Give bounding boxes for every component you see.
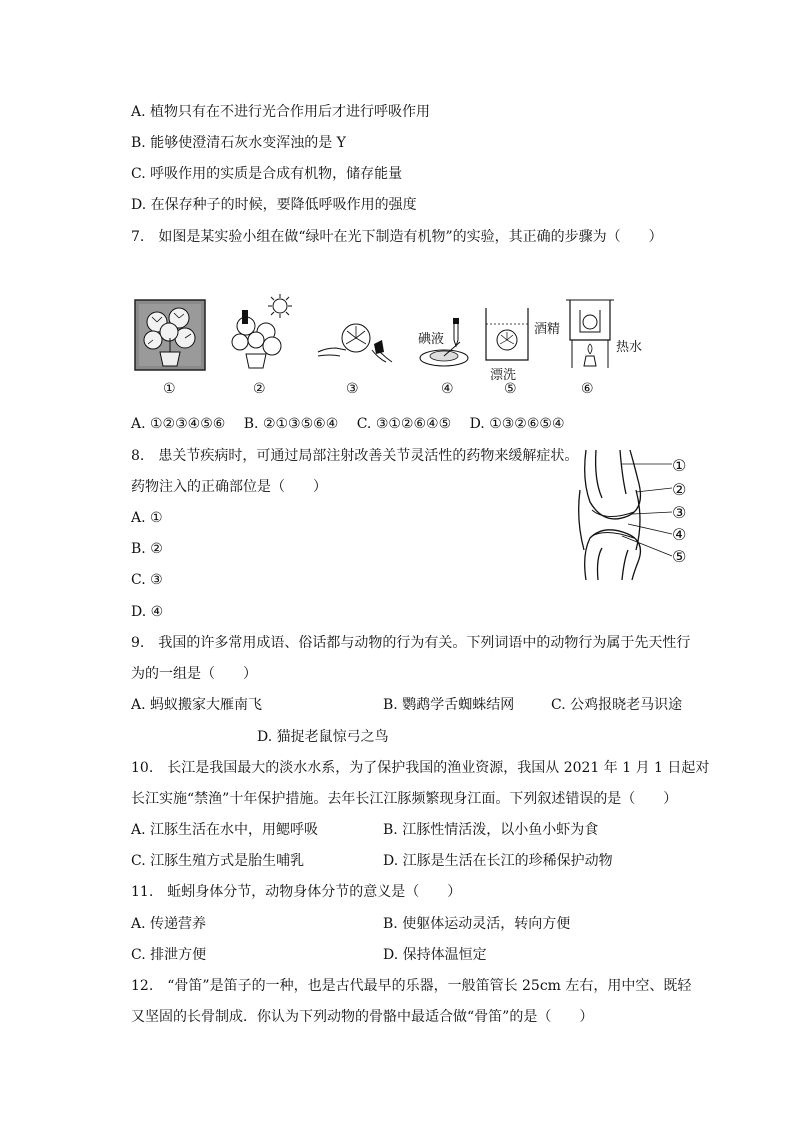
q8-option-c: C. ③ (131, 572, 163, 588)
q10-option-b: B. 江豚性情活泼，以小鱼小虾为食 (383, 822, 599, 838)
sun-icon (268, 294, 292, 318)
q9-stem-line1: 9. 我国的许多常用成语、俗话都与动物的行为有关。下列词语中的动物行为属于先天性行 (131, 635, 691, 651)
q7-hotwater-label: 热水 (616, 340, 643, 355)
q7-iodine-label: 碘液 (418, 332, 445, 347)
q11-option-d: D. 保持体温恒定 (383, 947, 487, 963)
q8-option-b: B. ② (131, 541, 163, 557)
q11-option-c: C. 排泄方便 (131, 947, 207, 963)
q8-figure-label-3: ③ (672, 503, 687, 522)
q7-rinse-label: 漂洗 (490, 368, 517, 383)
q9-option-c: C. 公鸡报晓老马识途 (551, 697, 683, 713)
q10-option-c: C. 江豚生殖方式是胎生哺乳 (131, 853, 305, 869)
q7-stem: 7. 如图是某实验小组在做“绿叶在光下制造有机物”的实验，其正确的步骤为（ ） (131, 229, 663, 245)
q7-step2-sun-plant-image (226, 292, 298, 370)
q12-stem-line1: 12. “骨笛”是笛子的一种，也是古代最早的乐器，一般笛管长 25cm 左右，用中空、既轻 (131, 978, 692, 994)
q7-step6-alcohol-bath-image (566, 296, 614, 368)
q9-option-a: A. 蚂蚁搬家大雁南飞 (131, 697, 263, 713)
q10-stem-line1: 10. 长江是我国最大的淡水水系，为了保护我国的渔业资源，我国从 2021 年 1 月 1 日起对 (131, 760, 710, 776)
q11-stem: 11. 蚯蚓身体分节，动物身体分节的意义是（ ） (131, 884, 462, 900)
q7-figure-label-5: ⑤ (504, 381, 517, 397)
q8-figure-label-1: ① (672, 456, 687, 475)
q7-step1-dark-plant-image (135, 300, 205, 370)
q6-option-b: B. 能够使澄清石灰水变浑浊的是 Y (131, 135, 346, 151)
q8-figure-label-5: ⑤ (672, 547, 687, 566)
q12-stem-line2: 又坚固的长骨制成．你认为下列动物的骨骼中最适合做“骨笛”的是（ ） (131, 1009, 594, 1025)
q7-figure-label-3: ③ (346, 381, 359, 397)
q9-option-d: D. 猫捉老鼠惊弓之鸟 (257, 729, 389, 745)
q8-option-d: D. ④ (131, 604, 164, 620)
q11-option-a: A. 传递营养 (131, 916, 207, 932)
q11-option-b: B. 使躯体运动灵活，转向方便 (383, 916, 571, 932)
q7-figure-label-6: ⑥ (581, 381, 594, 397)
q10-option-d: D. 江豚是生活在长江的珍稀保护动物 (383, 853, 613, 869)
q9-option-b: B. 鹦鹉学舌蜘蛛结网 (383, 697, 515, 713)
q7-figure-label-1: ① (163, 381, 176, 397)
q7-step5-rinse-beaker-image (482, 306, 532, 364)
q7-alcohol-label: 酒精 (534, 322, 561, 337)
q9-stem-line2: 为的一组是（ ） (131, 666, 257, 682)
q8-figure-label-2: ② (672, 480, 687, 499)
q10-stem-line2: 长江实施“禁渔”十年保护措施。去年长江江豚频繁现身江面。下列叙述错误的是（ ） (131, 791, 678, 807)
q10-option-a: A. 江豚生活在水中，用鳃呼吸 (131, 822, 319, 838)
q8-stem-line2: 药物注入的正确部位是（ ） (131, 479, 327, 495)
q8-option-a: A. ① (131, 510, 163, 526)
q7-options: A. ①②③④⑤⑥ B. ②①③⑤⑥④ C. ③①②⑥④⑤ D. ①③②⑥⑤④ (131, 416, 565, 432)
q6-option-c: C. 呼吸作用的实质是合成有机物，储存能量 (131, 166, 403, 182)
q6-option-a: A. 植物只有在不进行光合作用后才进行呼吸作用 (131, 104, 431, 120)
q8-figure-label-4: ④ (672, 525, 687, 544)
q7-figure-label-4: ④ (441, 381, 454, 397)
q7-step3-picking-leaf-image (316, 318, 392, 366)
q7-figure-label-2: ② (253, 381, 266, 397)
q8-stem-line1: 8. 患关节疾病时，可通过局部注射改善关节灵活性的药物来缓解症状。 (131, 448, 579, 464)
q6-option-d: D. 在保存种子的时候，要降低呼吸作用的强度 (131, 197, 417, 213)
